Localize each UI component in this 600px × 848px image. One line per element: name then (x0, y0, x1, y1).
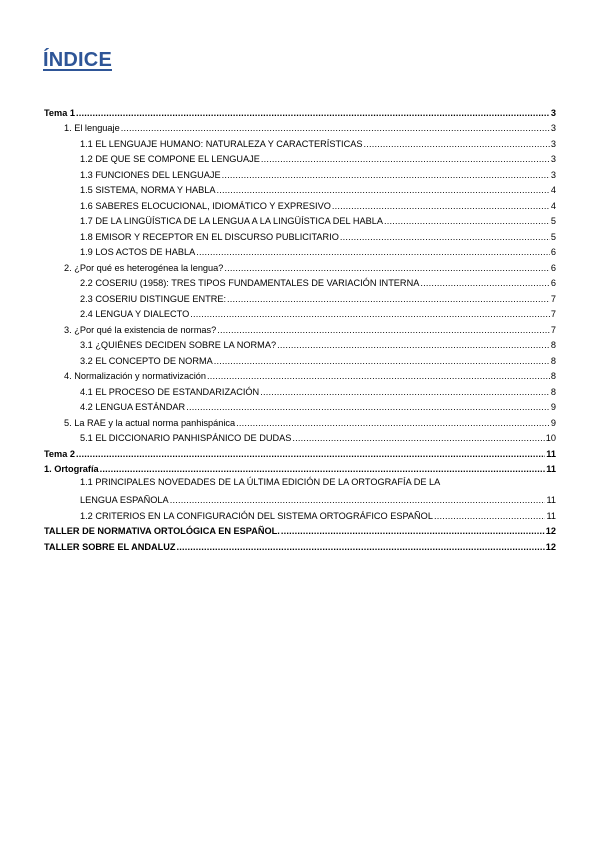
toc-entry-page: 9 (550, 417, 556, 428)
toc-entry-page: 11 (546, 495, 556, 505)
toc-entry[interactable] (44, 382, 556, 398)
toc-entry-page: 10 (545, 433, 556, 443)
toc-entry-label: 1.5 SISTEMA, NORMA Y HABLA (80, 185, 216, 195)
toc-entry-label: TALLER DE NORMATIVA ORTOLÓGICA EN ESPAÑOL. (44, 526, 280, 536)
toc-entry-page: 3 (550, 169, 556, 180)
dot-leader (100, 463, 546, 475)
toc-entry-page: 6 (550, 262, 556, 273)
dot-leader (222, 169, 550, 181)
page-title: ÍNDICE (43, 49, 112, 71)
table-of-contents (44, 103, 556, 553)
dot-leader (434, 510, 546, 522)
toc-entry-label: 3.1 ¿QUIÉNES DECIDEN SOBRE LA NORMA? (80, 340, 277, 350)
toc-entry-label: 1.6 SABERES ELOCUCIONAL, IDIOMÁTICO Y EXPRESIVO (80, 200, 331, 211)
dot-leader (214, 355, 550, 367)
toc-entry-label: 1.1 PRINCIPALES NOVEDADES DE LA ÚLTIMA EDICIÓN DE LA ORTOGRAFÍA DE LA (80, 477, 441, 487)
dot-leader (340, 231, 550, 243)
toc-entry-label: 3.2 EL CONCEPTO DE NORMA (80, 355, 213, 366)
toc-entry[interactable] (44, 305, 556, 321)
toc-entry-label: 4.1 EL PROCESO DE ESTANDARIZACIÓN (80, 386, 260, 397)
toc-entry-label: 2. ¿Por qué es heterogénea la lengua? (64, 262, 224, 273)
toc-entry-label: 2.3 COSERIU DISTINGUE ENTRE: (80, 293, 227, 304)
dot-leader (190, 308, 550, 320)
toc-entry-page: 5 (550, 216, 556, 226)
toc-entry[interactable] (44, 537, 556, 553)
toc-entry-label: 1.2 CRITERIOS EN LA CONFIGURACIÓN DEL SISTEMA ORTOGRÁFICO ESPAÑOL (80, 510, 433, 521)
dot-leader (227, 293, 550, 305)
toc-entry[interactable] (44, 398, 556, 414)
toc-entry-page: 8 (550, 386, 556, 397)
toc-entry[interactable] (44, 320, 556, 336)
toc-entry-page: 8 (550, 355, 556, 366)
toc-entry-label: 4. Normalización y normativización (64, 371, 206, 381)
toc-entry-page: 11 (546, 464, 556, 474)
toc-entry-page: 7 (550, 293, 556, 304)
toc-entry-page: 8 (550, 371, 556, 381)
toc-entry[interactable] (44, 103, 556, 119)
dot-leader (76, 448, 545, 460)
dot-leader (236, 417, 550, 429)
toc-entry-label: 1.2 DE QUE SE COMPONE EL LENGUAJE (80, 154, 260, 164)
toc-entry[interactable] (44, 150, 556, 166)
toc-entry[interactable] (44, 196, 556, 212)
toc-entry[interactable] (44, 181, 556, 197)
toc-entry-label: 3. ¿Por qué la existencia de normas? (64, 324, 217, 335)
toc-entry-page: 11 (546, 448, 556, 459)
toc-entry-label: 1.3 FUNCIONES DEL LENGUAJE (80, 169, 221, 180)
toc-entry[interactable] (44, 367, 556, 383)
dot-leader (277, 339, 550, 351)
toc-entry-page: 4 (550, 200, 556, 211)
toc-entry[interactable] (44, 506, 556, 522)
toc-entry[interactable] (44, 243, 556, 259)
dot-leader (170, 494, 546, 506)
toc-entry-label: Tema 2 (44, 448, 75, 459)
toc-entry[interactable] (44, 227, 556, 243)
toc-entry-label: 1.7 DE LA LINGÜÍSTICA DE LA LENGUA A LA LINGÜÍSTICA DEL HABLA (80, 216, 383, 226)
toc-entry[interactable] (44, 119, 556, 135)
toc-entry-label: 1.9 LOS ACTOS DE HABLA (80, 247, 196, 257)
dot-leader (224, 262, 550, 274)
toc-entry[interactable] (44, 522, 556, 538)
toc-entry-label: 2.4 LENGUA Y DIALECTO (80, 309, 190, 319)
toc-entry-label: 5. La RAE y la actual norma panhispánica (64, 417, 236, 428)
dot-leader (207, 370, 550, 382)
dot-leader (364, 138, 550, 150)
toc-entry-label: 5.1 EL DICCIONARIO PANHISPÁNICO DE DUDAS (80, 433, 292, 443)
toc-entry-page: 11 (546, 510, 556, 521)
dot-leader (332, 200, 550, 212)
dot-leader (216, 184, 549, 196)
dot-leader (121, 122, 550, 134)
toc-entry-page: 3 (550, 154, 556, 164)
toc-entry[interactable] (44, 351, 556, 367)
dot-leader (177, 541, 545, 553)
dot-leader (261, 153, 550, 165)
dot-leader (76, 107, 550, 119)
toc-entry-label: 1.1 EL LENGUAJE HUMANO: NATURALEZA Y CARACTERÍSTICAS (80, 138, 363, 149)
toc-entry-label: 1.8 EMISOR Y RECEPTOR EN EL DISCURSO PUBLICITARIO (80, 231, 339, 242)
toc-entry[interactable] (44, 413, 556, 429)
toc-entry[interactable] (44, 165, 556, 181)
toc-entry-page: 12 (545, 526, 556, 536)
toc-entry-page: 7 (550, 324, 556, 335)
toc-entry-page: 8 (550, 340, 556, 350)
toc-entry[interactable] (44, 429, 556, 445)
toc-entry-page: 6 (550, 247, 556, 257)
toc-entry-label: 2.2 COSERIU (1958): TRES TIPOS FUNDAMENTALES DE VARIACIÓN INTERNA (80, 278, 420, 288)
toc-entry-page: 6 (550, 278, 556, 288)
dot-leader (217, 324, 550, 336)
dot-leader (186, 401, 550, 413)
toc-entry[interactable] (44, 460, 556, 476)
dot-leader (281, 525, 545, 537)
toc-entry-label: TALLER SOBRE EL ANDALUZ (44, 541, 176, 552)
toc-entry-page: 4 (550, 185, 556, 195)
toc-entry-page: 5 (550, 231, 556, 242)
toc-entry-label: 4.2 LENGUA ESTÁNDAR (80, 402, 186, 412)
toc-entry-label-continued: LENGUA ESPAÑOLA (80, 495, 169, 505)
toc-entry-page: 9 (550, 402, 556, 412)
toc-entry[interactable] (44, 134, 556, 150)
dot-leader (420, 277, 550, 289)
toc-entry[interactable] (44, 475, 556, 506)
toc-entry[interactable] (44, 336, 556, 352)
toc-entry[interactable] (44, 444, 556, 460)
toc-entry[interactable] (44, 274, 556, 290)
toc-entry-page: 7 (550, 309, 556, 319)
dot-leader (196, 246, 550, 258)
toc-entry[interactable] (44, 212, 556, 228)
toc-entry-label: Tema 1 (44, 107, 75, 118)
dot-leader (292, 432, 544, 444)
toc-entry[interactable] (44, 258, 556, 274)
toc-entry-label: 1. Ortografía (44, 464, 99, 474)
dot-leader (260, 386, 550, 398)
toc-entry-page: 3 (550, 107, 556, 118)
toc-entry-page: 3 (550, 123, 556, 133)
toc-entry-page: 12 (545, 541, 556, 552)
dot-leader (384, 215, 550, 227)
toc-entry-label: 1. El lenguaje (64, 123, 120, 133)
toc-entry-page: 3 (550, 138, 556, 149)
toc-entry[interactable] (44, 289, 556, 305)
